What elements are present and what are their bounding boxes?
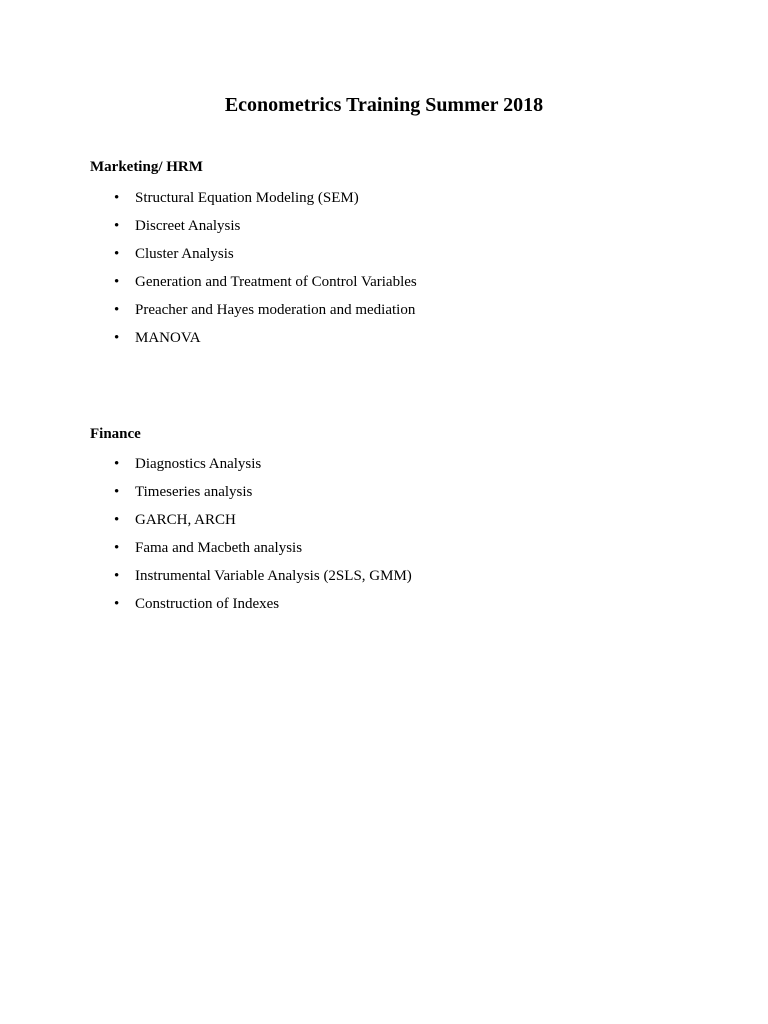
bullet-icon: • [114,596,120,612]
bullet-icon: • [114,302,120,318]
list-item [0,510,768,538]
bullet-icon: • [114,512,120,528]
bullet-icon: • [114,484,120,500]
bullet-icon: • [114,456,120,472]
list-item-text: MANOVA [135,330,201,346]
list-item [0,594,768,622]
bullet-list-marketing-hrm [0,188,768,356]
list-item-text: Instrumental Variable Analysis (2SLS, GMM) [135,568,412,584]
section-heading-marketing-hrm: Marketing/ HRM [90,159,203,175]
section-heading-finance: Finance [90,426,141,442]
list-item [0,188,768,216]
list-item [0,300,768,328]
list-item [0,272,768,300]
list-item [0,482,768,510]
list-item-text: Fama and Macbeth analysis [135,540,303,556]
bullet-icon: • [114,330,120,346]
list-item [0,244,768,272]
list-item [0,538,768,566]
bullet-icon: • [114,274,120,290]
list-item-text: Timeseries analysis [135,484,253,500]
list-item-text: Structural Equation Modeling (SEM) [135,190,359,206]
list-item-text: Preacher and Hayes moderation and mediation [135,302,416,318]
list-item-text: Generation and Treatment of Control Variables [135,274,417,290]
page-title: Econometrics Training Summer 2018 [224,94,544,116]
bullet-icon: • [114,190,120,206]
list-item-text: GARCH, ARCH [135,512,236,528]
list-item [0,566,768,594]
bullet-icon: • [114,218,120,234]
bullet-icon: • [114,568,120,584]
list-item-text: Construction of Indexes [135,596,280,612]
bullet-list-finance [0,454,768,622]
bullet-icon: • [114,246,120,262]
bullet-icon: • [114,540,120,556]
list-item-text: Cluster Analysis [135,246,234,262]
list-item-text: Diagnostics Analysis [135,456,262,472]
list-item [0,328,768,356]
list-item-text: Discreet Analysis [135,218,241,234]
list-item [0,454,768,482]
list-item [0,216,768,244]
